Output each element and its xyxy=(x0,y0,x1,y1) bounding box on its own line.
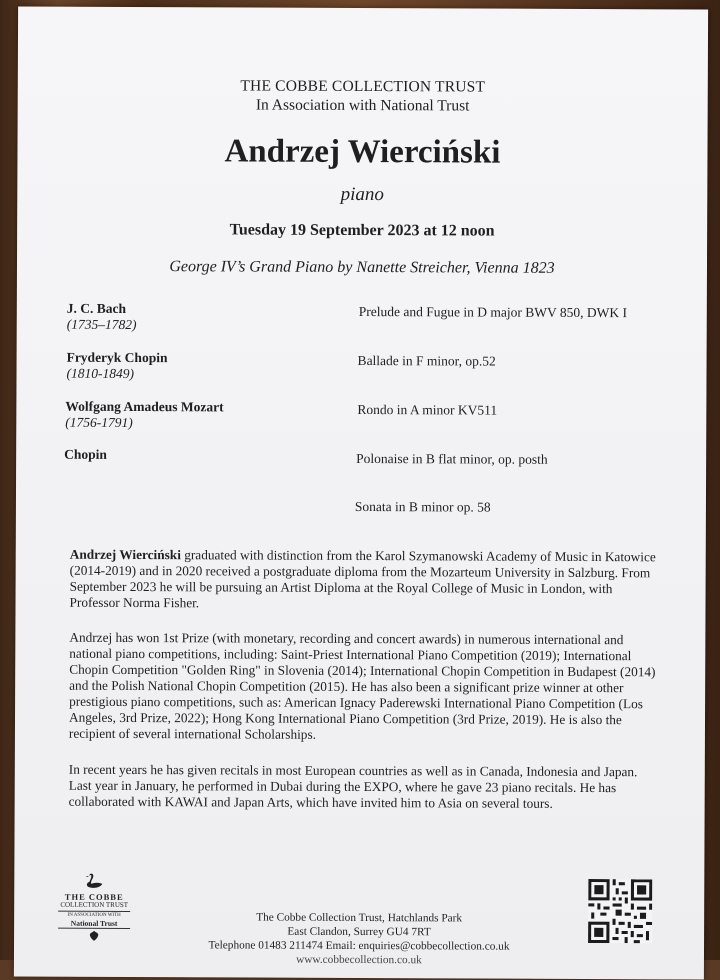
programme-composer: Wolfgang Amadeus Mozart xyxy=(65,399,223,416)
concert-date: Tuesday 19 September 2023 at 12 noon xyxy=(17,220,707,241)
programme-composer: Fryderyk Chopin xyxy=(67,350,168,366)
programme-work: Rondo in A minor KV511 xyxy=(357,402,497,419)
performer-name: Andrzej Wierciński xyxy=(17,132,707,172)
bio-performer-name: Andrzej Wierciński xyxy=(70,547,181,562)
bio-paragraph-3: In recent years he has given recitals in most European countries as well as in Canada, Indonesia and Japan. Last year in January, he performed in Dubai during the EXPO, where he gave 23 piano recitals. He has collaborated with KAWAI and Japan Arts, which have invited him to Asia on several tours. xyxy=(69,762,657,813)
programme-years: (1810-1849) xyxy=(66,366,134,382)
programme-work: Prelude and Fugue in D major BWV 850, DWK I xyxy=(359,304,627,321)
performer-instrument: piano xyxy=(17,182,707,207)
logo-line-1: THE COBBE xyxy=(54,893,134,901)
footer-website[interactable]: www.cobbecollection.co.uk xyxy=(14,952,704,967)
bio-paragraph-1-text: graduated with distinction from the Karol Szymanowski Academy of Music in Katowice (2014-2019) and in 2020 received a postgraduate diploma from the Mozarteum University in Salzburg. From September 2023 he will be pursuing an Artist Diploma at the Royal College of Music in London, with Professor Norma Fisher. xyxy=(69,547,655,610)
footer-contact: Telephone 01483 211474 Email: enquiries@cobbecollection.co.uk xyxy=(14,938,704,953)
bio-paragraph-1 xyxy=(69,547,657,614)
swan-icon xyxy=(83,873,105,891)
concert-flyer-page xyxy=(14,6,708,979)
programme-work: Polonaise in B flat minor, op. posth xyxy=(356,451,548,468)
organisation-title: THE COBBE COLLECTION TRUST xyxy=(18,76,708,97)
logo-line-4: National Trust xyxy=(58,920,130,929)
logo-line-3: IN ASSOCIATION WITH xyxy=(58,911,130,920)
programme-composer: J. C. Bach xyxy=(67,301,126,317)
programme-work: Sonata in B minor op. 58 xyxy=(355,499,491,516)
instrument-note: George IV’s Grand Piano by Nanette Streicher, Vienna 1823 xyxy=(17,257,707,278)
qr-code[interactable] xyxy=(588,879,652,943)
programme-composer: Chopin xyxy=(64,447,107,463)
association-line: In Association with National Trust xyxy=(18,95,708,116)
footer-address-1: The Cobbe Collection Trust, Hatchlands Park xyxy=(14,910,704,925)
logo-line-2: COLLECTION TRUST xyxy=(54,901,134,909)
programme-work: Ballade in F minor, op.52 xyxy=(358,353,496,370)
bio-paragraph-2: Andrzej has won 1st Prize (with monetary, recording and concert awards) in numerous international and national piano competitions, including: Saint-Priest International Piano Competition (2019); International Chopin Competition "Golden Ring" in Slovenia (2014); International Chopin Competition in Budapest (2014) and the Polish National Chopin Competition (2015). He has also been a significant prize winner at other prestigious piano competitions, such as: American Ignacy Paderewski International Piano Competition (Los Angeles, 3rd Prize, 2022); Hong Kong International Piano Competition (3rd Prize, 2019). He is also the recipient of several international Scholarships. xyxy=(69,630,657,745)
programme-years: (1756-1791) xyxy=(65,415,133,431)
footer-address-2: East Clandon, Surrey GU4 7RT xyxy=(14,924,704,939)
programme-years: (1735–1782) xyxy=(67,317,137,333)
